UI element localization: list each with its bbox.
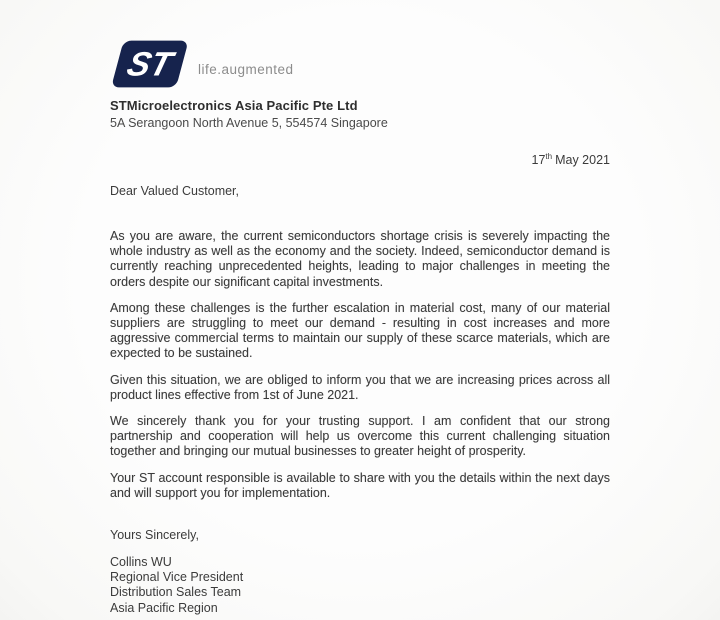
salutation: Dear Valued Customer, — [110, 184, 239, 198]
signature-title: Regional Vice President — [110, 570, 244, 585]
signature-name: Collins WU — [110, 555, 172, 570]
signature-block — [110, 555, 610, 616]
st-logo-icon — [110, 38, 188, 90]
signature-region: Asia Pacific Region — [110, 600, 218, 615]
date-month-year: May 2021 — [555, 153, 610, 167]
paragraph-shortage-crisis: As you are aware, the current semiconductors shortage crisis is severely impacting the whole industry as well as the economy and the society. Indeed, semiconductor demand is currently reaching unprecedented heights, leading to major challenges in meeting the orders despite our significant capital investments. — [110, 229, 610, 289]
letter-content — [110, 0, 610, 616]
paragraph-material-cost: Among these challenges is the further escalation in material cost, many of our material suppliers are struggling to meet our demand - resulting in cost increases and more aggressive commercial terms to maintain our supply of these scarce materials, which are expected to be sustained. — [110, 300, 610, 361]
letterhead — [110, 38, 610, 90]
date-ordinal: th — [545, 151, 553, 161]
paragraph-account-responsible: Your ST account responsible is available to share with you the details within the next days and will support you for implementation. — [110, 470, 610, 500]
company-address: 5A Serangoon North Avenue 5, 554574 Singapore — [110, 116, 388, 130]
closing: Yours Sincerely, — [110, 528, 199, 543]
paragraph-price-increase: Given this situation, we are obliged to inform you that we are increasing prices across all product lines effective from 1st of June 2021. — [110, 372, 610, 402]
logo-tagline: life.augmented — [198, 62, 294, 77]
paragraph-thanks: We sincerely thank you for your trusting support. I am confident that our strong partnership and cooperation will help us overcome this current challenging situation together and bringing our mutual businesses to greater height of prosperity. — [110, 414, 610, 459]
company-name: STMicroelectronics Asia Pacific Pte Ltd — [110, 98, 358, 113]
svg-text:ST: ST — [122, 46, 177, 84]
letter-body — [110, 229, 610, 501]
date-day: 17 — [531, 153, 546, 167]
letter-date — [110, 153, 610, 167]
signature-team: Distribution Sales Team — [110, 585, 242, 600]
